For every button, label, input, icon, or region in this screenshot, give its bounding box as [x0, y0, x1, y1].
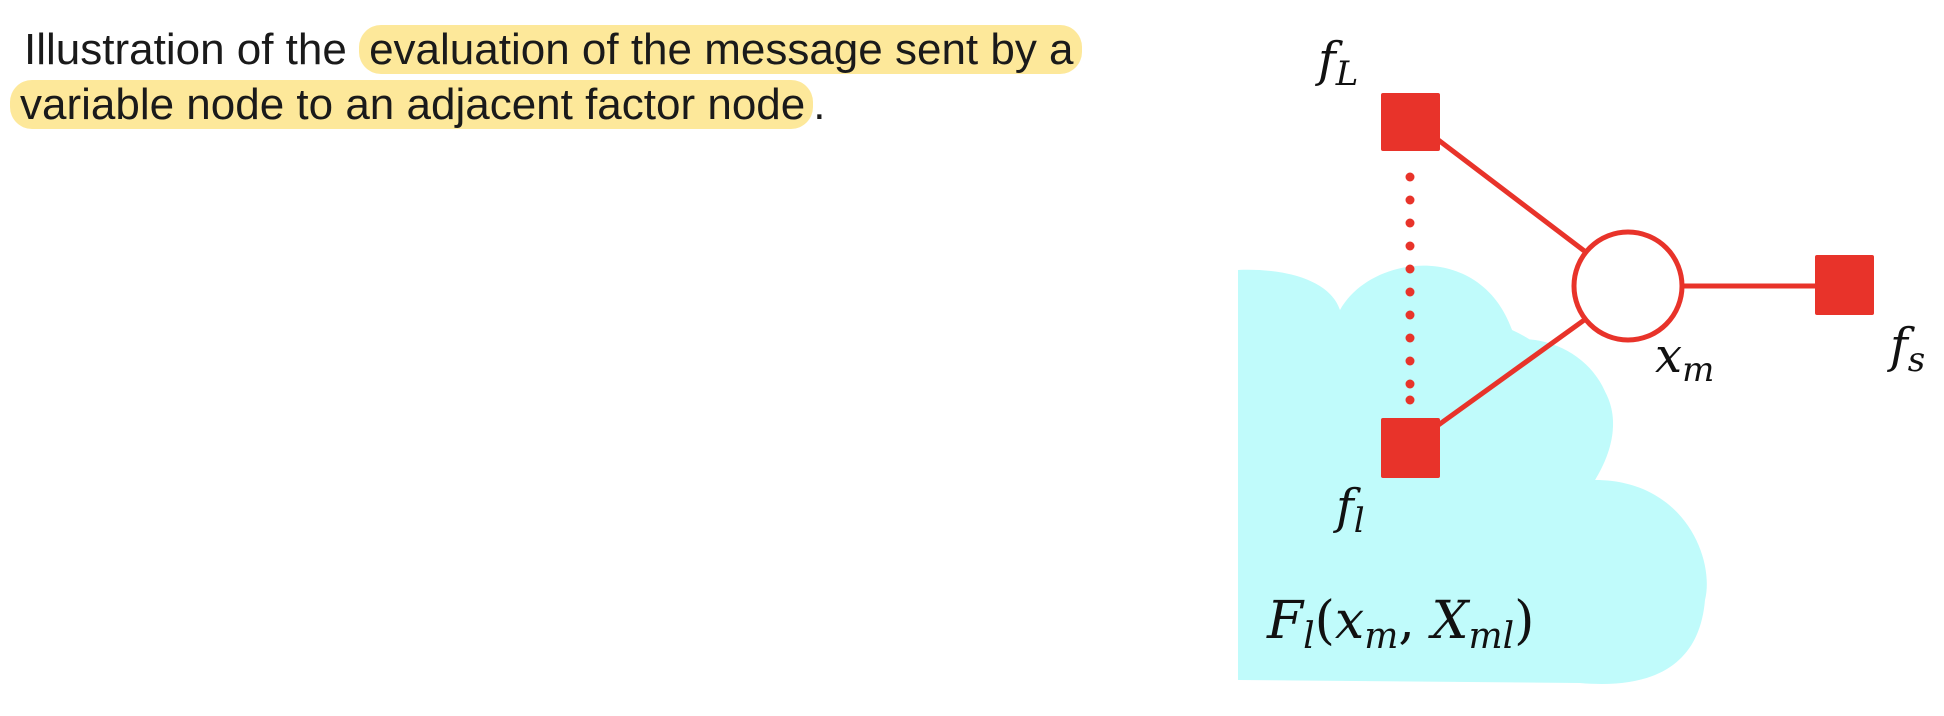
label-fs: fs: [1890, 318, 1926, 380]
factor-node-fl: [1381, 418, 1440, 478]
edge-fL-xm: [1437, 139, 1587, 253]
label-fL: fL: [1318, 32, 1359, 94]
label-fl: fl: [1336, 479, 1365, 541]
variable-node-xm: [1574, 232, 1682, 340]
factor-node-fL: [1381, 93, 1440, 151]
factor-node-fs: [1815, 255, 1874, 315]
subgraph-cloud-lobe-2: [1480, 352, 1613, 480]
label-xm: xm: [1655, 328, 1715, 390]
caption-highlight-1: evaluation of the message sent by a: [359, 25, 1081, 74]
caption-plain-text: Illustration of the: [24, 25, 360, 74]
caption-period: .: [813, 80, 826, 129]
caption-highlight-2: variable node to an adjacent factor node: [10, 80, 813, 129]
label-Fl-subgraph: Fl(xm, Xml): [1267, 591, 1535, 657]
